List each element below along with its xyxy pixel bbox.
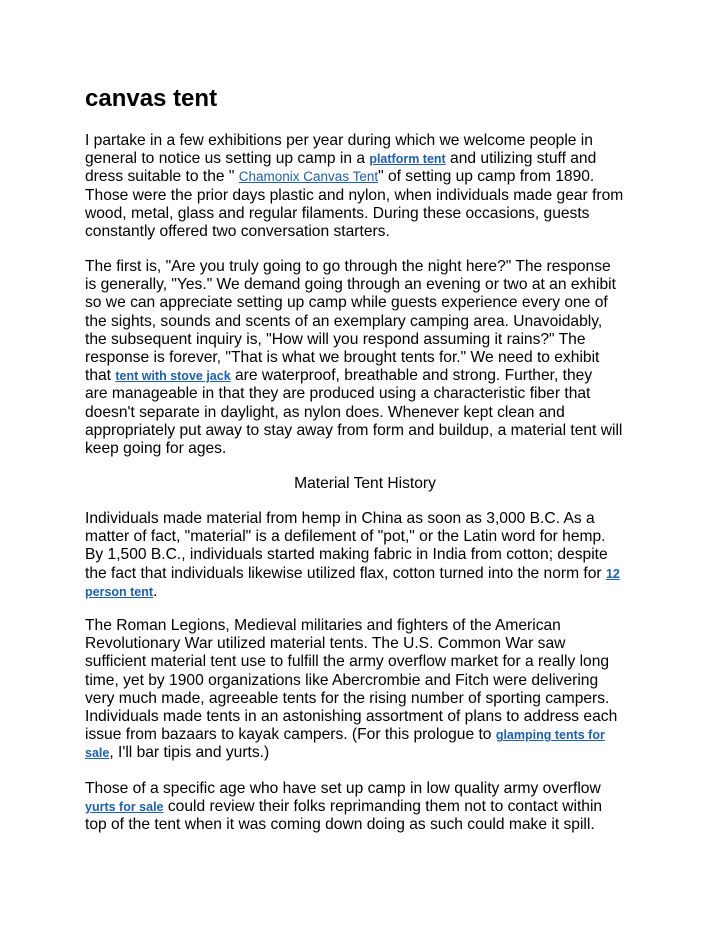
text-line [85,565,645,583]
text-line: very much made, agreeable tents for the rising number of sporting campers. [85,689,610,707]
text-line: wood, metal, glass and regular filaments. During these occasions, guests [85,204,590,222]
text-fragment: , I'll bar tipis and yurts.) [109,744,270,762]
text-fragment: the fact that individuals likewise utilized flax, cotton turned into the norm for [85,564,606,582]
text-line: is generally, "Yes." We demand going through an evening or two at an exhibit [85,276,616,294]
text-line [85,168,645,186]
glamping-tents-for-sale-link[interactable]: glamping tents for [495,728,605,743]
text-fragment: general to notice us setting up camp in a [85,150,370,168]
text-line [85,367,645,385]
text-line: keep going for ages. [85,440,227,458]
chamonix-canvas-tent-link[interactable]: Chamonix Canvas Tent [238,169,379,185]
text-line: top of the tent when it was coming down doing as such could make it spill. [85,816,595,834]
section-heading [85,475,645,493]
text-line: the subsequent inquiry is, "How will you respond assuming it rains?" The [85,330,586,348]
text-line [85,726,645,744]
yurts-for-sale-link[interactable]: yurts for sale [85,800,164,815]
paragraph-history [85,510,645,601]
text-fragment: could review their folks reprimanding them not to contact within [163,798,603,816]
text-line: appropriately put away to stay away from form and buildup, a material tent will [85,421,623,439]
text-line: matter of fact, "material" is a defilement of "pot," or the Latin word for hemp. [85,528,606,546]
text-fragment: dress suitable to the " [85,168,239,186]
paragraph-military [85,617,645,763]
text-line: are manageable in that they are produced using a characteristic fiber that [85,385,591,403]
text-line: Those of a specific age who have set up camp in low quality army overflow [85,780,601,797]
text-fragment: that [85,367,116,385]
text-fragment: issue from bazaars to kayak campers. (For this prologue to [85,726,496,744]
text-line: Individuals made tents in an astonishing assortment of plans to address each [85,708,618,726]
text-line: so we can appreciate setting up camp while guests experience every one of [85,294,608,312]
text-line: time, yet by 1900 organizations like Abercrombie and Fitch were delivering [85,671,599,689]
text-line: doesn't separate in daylight, as nylon does. Whenever kept clean and [85,403,565,421]
12-person-tent-link-continued[interactable]: person tent [85,584,154,599]
text-line: Those were the prior days plastic and nylon, when individuals made gear from [85,186,624,204]
page-title: canvas tent [85,85,218,112]
platform-tent-link[interactable]: platform tent [369,152,446,167]
section-heading-text: Material Tent History [294,475,436,492]
text-line: The Roman Legions, Medieval militaries and fighters of the American [85,617,561,634]
paragraph-intro [85,132,645,241]
text-line [85,150,645,168]
text-line: By 1,500 B.C., individuals started making fabric in India from cotton; despite [85,546,608,564]
text-line [85,744,645,762]
text-line: response is forever, "That is what we brought tents for." We need to exhibit [85,349,600,367]
text-fragment: are waterproof, breathable and strong. Further, they [230,367,593,385]
text-line: I partake in a few exhibitions per year during which we welcome people in [85,132,593,149]
text-line: Revolutionary War utilized material tents. The U.S. Common War saw [85,635,566,653]
tent-with-stove-jack-link[interactable]: tent with stove jack [115,369,231,384]
text-line: Individuals made material from hemp in China as soon as 3,000 B.C. As a [85,510,595,527]
paragraph-conversation [85,258,645,458]
text-fragment: and utilizing stuff and [445,150,597,168]
text-line [85,583,645,601]
text-fragment: . [153,582,158,600]
text-line: The first is, "Are you truly going to go through the night here?" The response [85,258,611,275]
text-line: sufficient material tent use to fulfill the army overflow market for a really long [85,653,610,671]
text-line [85,798,645,816]
text-fragment: " of setting up camp from 1890. [378,168,595,186]
paragraph-surplus [85,780,645,835]
text-line: the sights, sounds and scents of an exemplary camping area. Unavoidably, [85,312,603,330]
text-line: constantly offered two conversation starters. [85,223,390,241]
glamping-tents-for-sale-link-continued[interactable]: sale [85,746,110,761]
12-person-tent-link[interactable]: 12 [605,566,620,581]
